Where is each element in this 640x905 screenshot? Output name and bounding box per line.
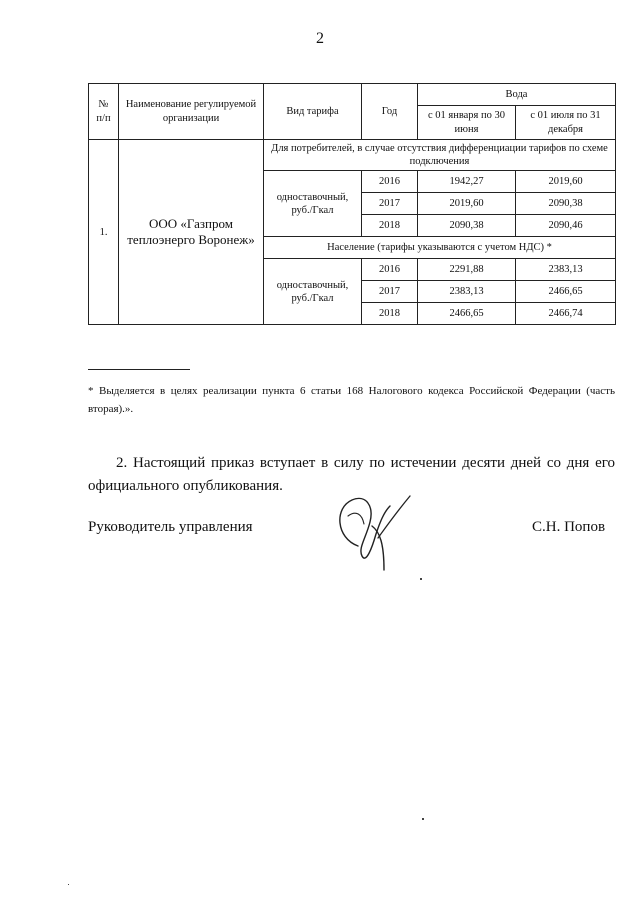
header-organization: Наименование регулируемой организации <box>119 84 264 140</box>
value-cell: 2090,46 <box>516 215 616 237</box>
scan-speck <box>68 884 69 885</box>
signatory-name: С.Н. Попов <box>532 519 606 535</box>
year-cell: 2016 <box>362 171 418 193</box>
header-water: Вода <box>418 84 616 106</box>
year-cell: 2018 <box>362 215 418 237</box>
header-year: Год <box>362 84 418 140</box>
value-cell: 2383,13 <box>516 259 616 281</box>
group-title-2: Население (тарифы указываются с учетом НДС) * <box>264 237 616 259</box>
header-period-2: с 01 июля по 31 декабря <box>516 106 616 140</box>
signatory-title: Руководитель управления <box>88 519 253 535</box>
value-cell: 2466,65 <box>418 303 516 325</box>
body-paragraph: 2. Настоящий приказ вступает в силу по истечении десяти дней со дня его официального опубликования. <box>88 455 615 495</box>
row-number: 1. <box>89 140 119 325</box>
value-cell: 2090,38 <box>418 215 516 237</box>
header-tariff-type: Вид тарифа <box>264 84 362 140</box>
year-cell: 2018 <box>362 303 418 325</box>
tariff-type-1: одноставочный, руб./Гкал <box>264 171 362 237</box>
year-cell: 2016 <box>362 259 418 281</box>
value-cell: 2090,38 <box>516 193 616 215</box>
tariff-table <box>88 83 616 325</box>
year-cell: 2017 <box>362 281 418 303</box>
tariff-type-2: одноставочный, руб./Гкал <box>264 259 362 325</box>
value-cell: 1942,27 <box>418 171 516 193</box>
value-cell: 2291,88 <box>418 259 516 281</box>
scan-speck <box>422 818 424 820</box>
year-cell: 2017 <box>362 193 418 215</box>
value-cell: 2466,74 <box>516 303 616 325</box>
footnote-divider <box>88 369 190 370</box>
group-title-1: Для потребителей, в случае отсутствия дифференциации тарифов по схеме подключения <box>264 140 616 171</box>
footnote: * Выделяется в целях реализации пункта 6 статьи 168 Налогового кодекса Российской Федерации (часть вторая).». <box>88 385 615 415</box>
value-cell: 2019,60 <box>516 171 616 193</box>
value-cell: 2383,13 <box>418 281 516 303</box>
header-num: № п/п <box>89 84 119 140</box>
value-cell: 2019,60 <box>418 193 516 215</box>
value-cell: 2466,65 <box>516 281 616 303</box>
handwritten-signature <box>328 486 418 574</box>
scan-speck <box>420 578 422 580</box>
organization-name: ООО «Газпром теплоэнерго Воронеж» <box>119 140 264 325</box>
page-number: 2 <box>316 30 324 47</box>
header-period-1: с 01 января по 30 июня <box>418 106 516 140</box>
